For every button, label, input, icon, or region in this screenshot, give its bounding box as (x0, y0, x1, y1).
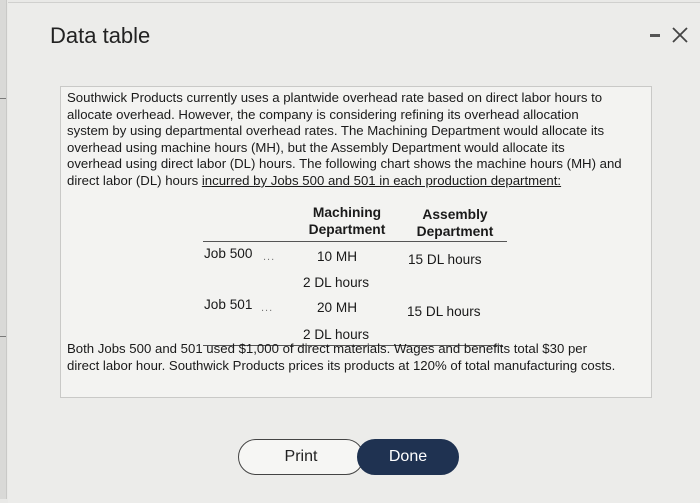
leader-dots: ... (263, 251, 276, 263)
job-500-label: Job 500 (204, 246, 253, 261)
dialog-title: Data table (50, 23, 151, 48)
minimize-icon[interactable] (644, 23, 666, 45)
intro-line: allocate overhead. However, the company is considering refining its overhead allocation (67, 106, 579, 122)
edge-mark (0, 336, 6, 337)
leader-dots: ... (261, 302, 274, 314)
footer-line: Both Jobs 500 and 501 used $1,000 of direct materials. Wages and benefits total $30 per (67, 341, 588, 356)
content-panel (60, 86, 652, 398)
footer-paragraph (67, 341, 647, 374)
intro-paragraph (67, 90, 645, 190)
close-icon[interactable] (668, 23, 692, 47)
assembly-header (407, 206, 503, 240)
job-501-machining-mh: 20 MH (317, 300, 358, 315)
job-500-machining-mh: 10 MH (317, 249, 358, 264)
header-rule (203, 241, 507, 242)
intro-line: Southwick Products currently uses a plantwide overhead rate based on direct labor hours to (67, 90, 603, 105)
machining-header-line1: Machining (312, 205, 382, 220)
data-table-dialog (8, 2, 700, 503)
job-500-machining-dl: 2 DL hours (303, 275, 369, 290)
footer-line: direct labor hour. Southwick Products prices its products at 120% of total manufacturing costs. (67, 357, 616, 373)
edge-mark (0, 98, 6, 99)
minimize-bar (650, 34, 660, 37)
done-button[interactable]: Done (357, 439, 459, 475)
left-edge (0, 0, 7, 499)
assembly-header-line1: Assembly (422, 207, 488, 222)
intro-line: system by using departmental overhead rates. The Machining Department would allocate its (67, 123, 605, 139)
assembly-header-line2: Department (416, 224, 494, 239)
close-glyph (671, 26, 689, 44)
intro-line-underlined: incurred by Jobs 500 and 501 in each production department: (201, 172, 562, 188)
job-501-machining-dl: 2 DL hours (303, 327, 369, 342)
print-button[interactable]: Print (238, 439, 364, 475)
job-501-assembly-dl: 15 DL hours (407, 304, 481, 319)
intro-line-plain: direct labor (DL) hours (67, 172, 202, 188)
intro-line: overhead using direct labor (DL) hours. The following chart shows the machine hours (MH) and (67, 156, 622, 172)
job-501-label: Job 501 (204, 297, 253, 312)
machining-header (299, 204, 395, 238)
intro-line-last (67, 173, 645, 190)
machining-header-line2: Department (308, 222, 386, 237)
job-500-assembly-dl: 15 DL hours (408, 252, 482, 267)
intro-line: overhead using machine hours (MH), but the Assembly Department would allocate its (67, 139, 565, 155)
